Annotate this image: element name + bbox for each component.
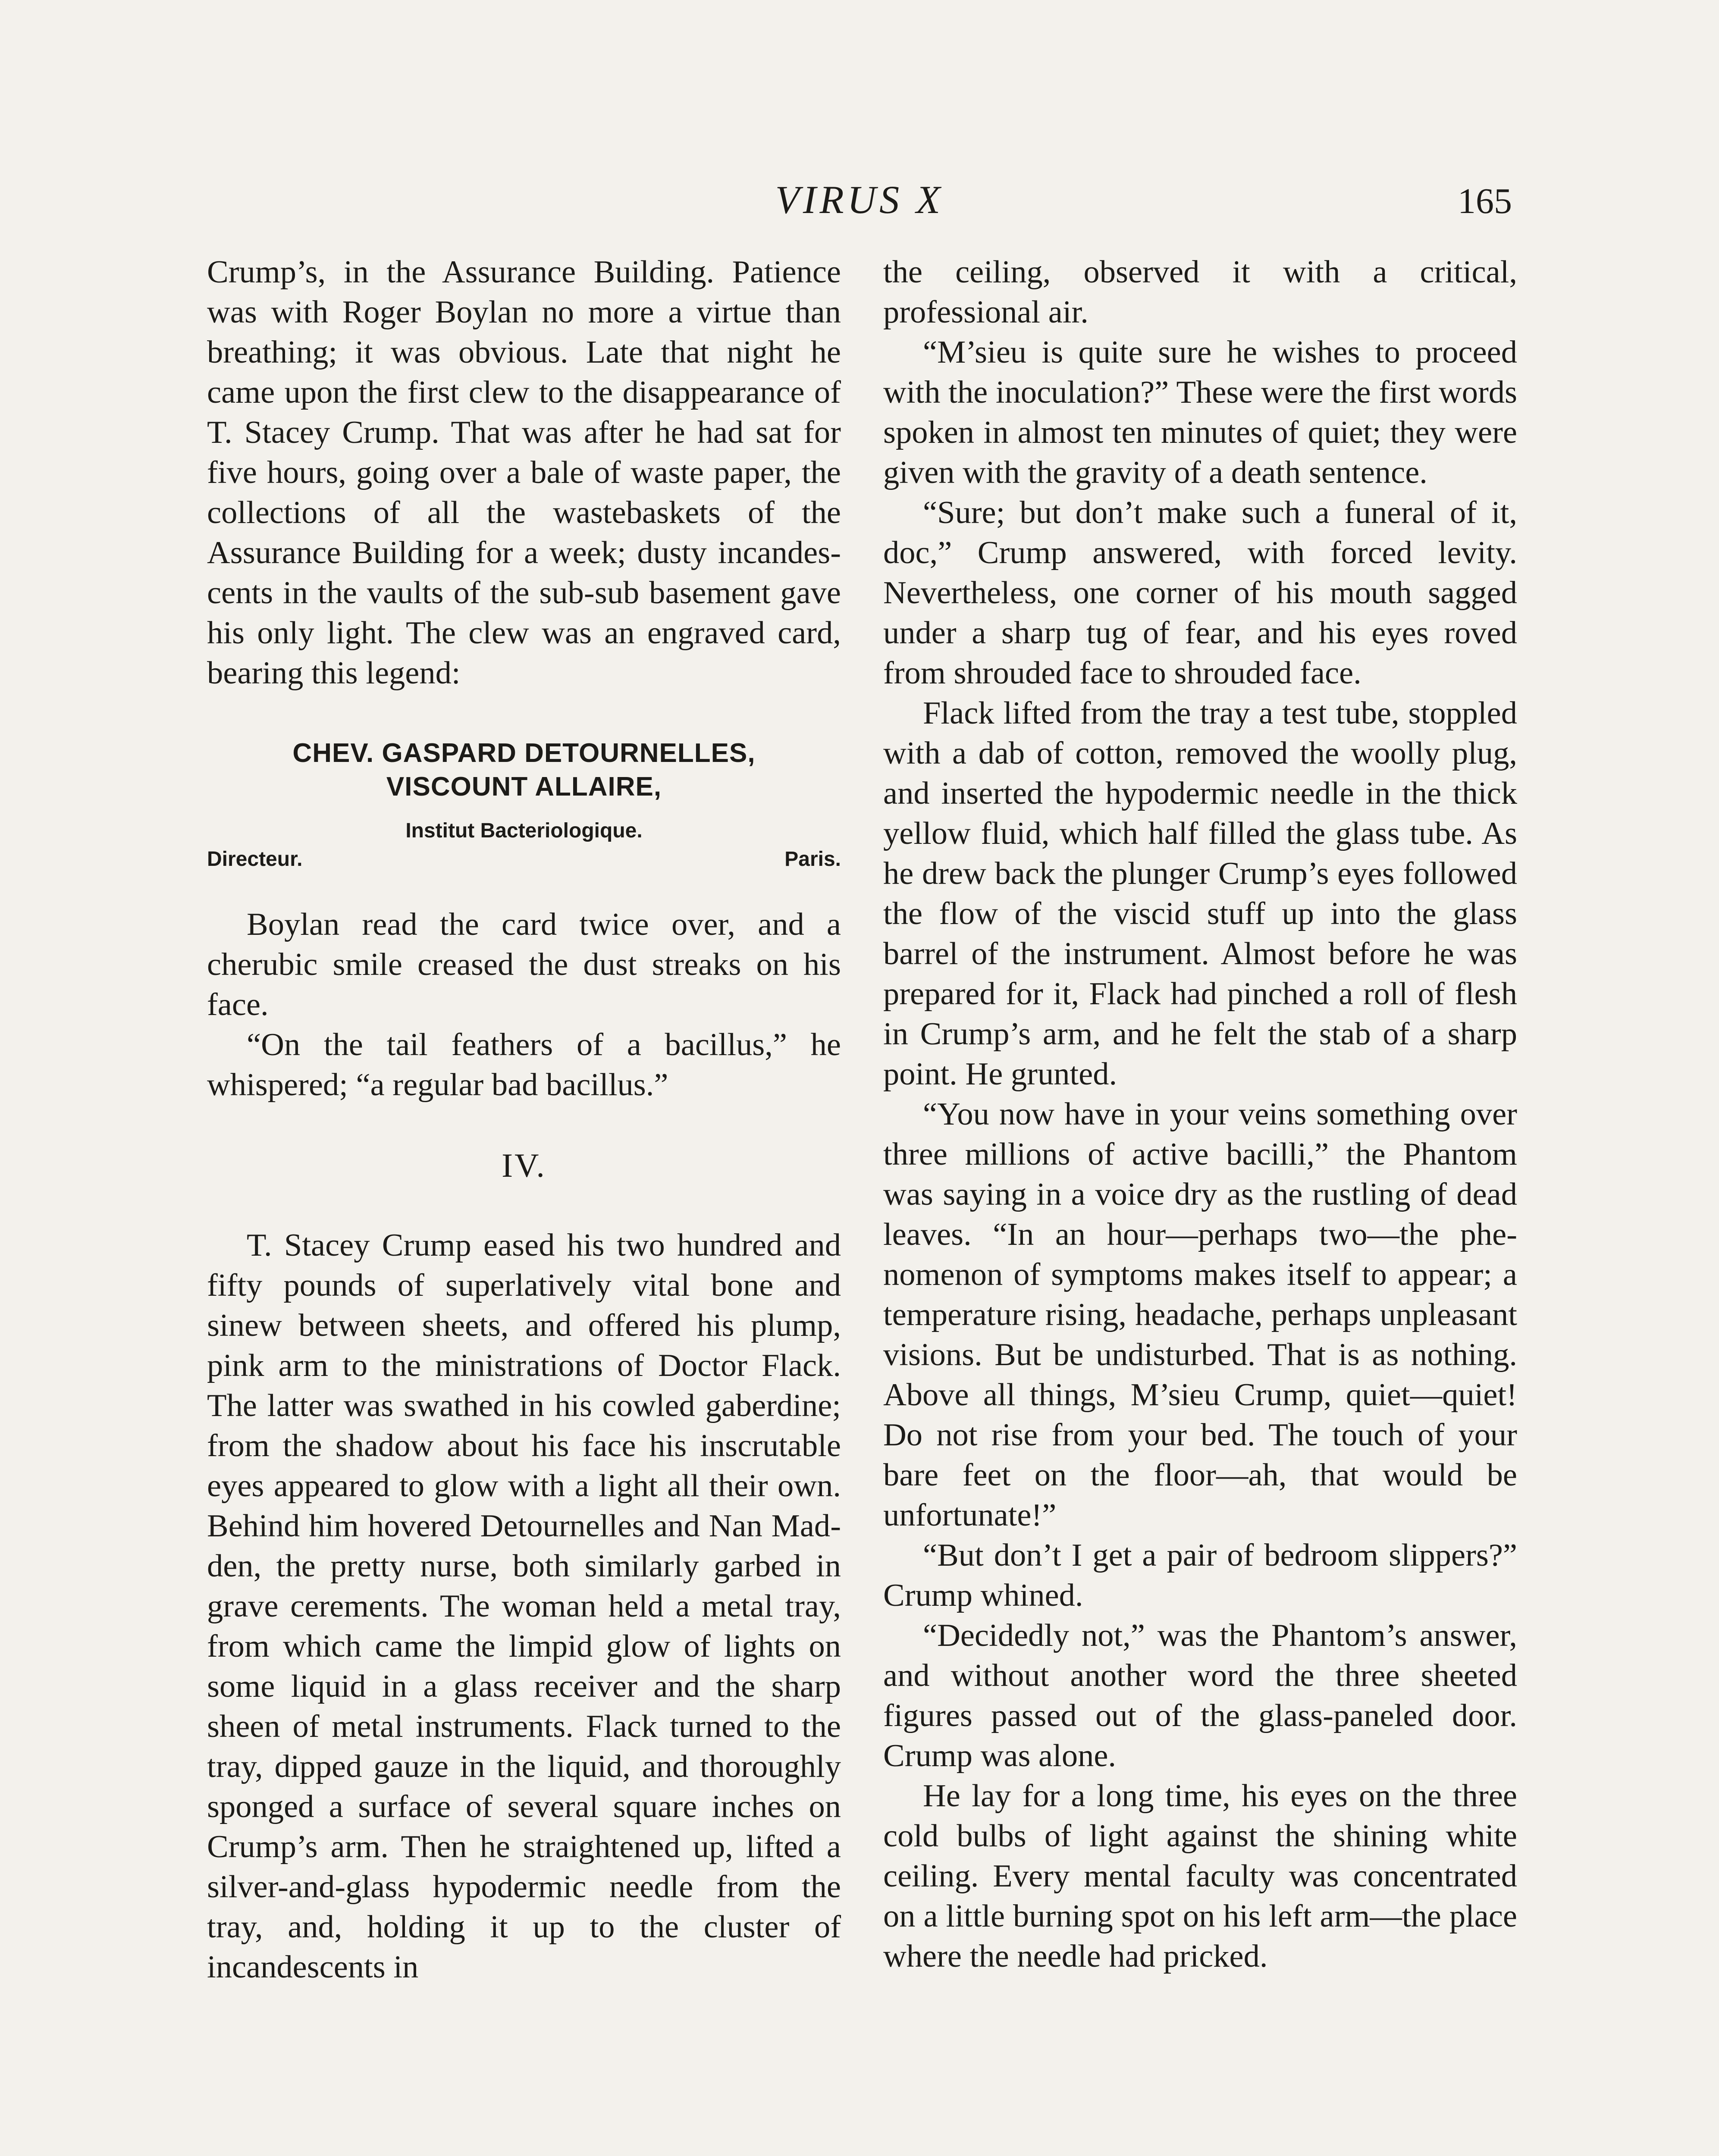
right-column — [883, 252, 1517, 1977]
engraved-card — [207, 736, 841, 873]
paragraph: “But don’t I get a pair of bedroom slippers?” Crump whined. — [883, 1538, 1517, 1613]
paragraph: Crump’s, in the Assurance Building. Patience was with Roger Boylan no more a virtue than breathing; it was obvious. Late that night he came upon the first clew to the disappearance of T. Stacey Crump. That was after he had sat for five hours, going over a bale of waste paper, the collections of all the wastebaskets of the Assurance Building for a week; dusty incandescents in the vaults of the sub-sub basement gave his only light. The clew was an engraved card, bearing this legend: — [207, 254, 841, 691]
paragraph: “Decidedly not,” was the Phantom’s answer, and without another word the three sheeted figures passed out of the glass-paneled door. Crump was alone. — [883, 1618, 1517, 1774]
running-title: VIRUS X — [775, 178, 944, 222]
card-name-line: VISCOUNT ALLAIRE, — [386, 772, 662, 802]
paragraph: “Sure; but don’t make such a funeral of it, doc,” Crump answered, with forced levity. Nevertheless, one corner of his mouth sagged under a sharp tug of fear, and his eyes roved from shrouded face to shrouded face. — [883, 495, 1517, 691]
card-title: Directeur. — [207, 848, 303, 871]
paragraph: T. Stacey Crump eased his two hundred and fifty pounds of superlatively vital bone and sinew between sheets, and offered his plump, pink arm to the ministrations of Doctor Flack. The latter was swathed in his cowled gaberdine; from the shadow about his face his inscrutable eyes appeared to glow with a light all their own. Behind him hovered Detournelles and Nan Madden, the pretty nurse, both similarly garbed in grave cerements. The woman held a metal tray, from which came the limpid glow of lights on some liquid in a glass receiver and the sharp sheen of metal instruments. Flack turned to the tray, dipped gauze in the liquid, and thoroughly sponged a surface of several square inches on Crump’s arm. Then he straightened up, lifted a silver-and-glass hypodermic needle from the tray, and, holding it up to the cluster of incandescents in — [207, 1228, 841, 1985]
page-number: 165 — [1458, 181, 1512, 221]
paragraph: He lay for a long time, his eyes on the three cold bulbs of light against the shining white ceiling. Every mental faculty was concentrated on a little burning spot on his left arm—the place where the needle had pricked. — [883, 1778, 1517, 1974]
paragraph: “M’sieu is quite sure he wishes to proceed with the inoculation?” These were the first words spoken in almost ten minutes of quiet; they were given with the gravity of a death sentence. — [883, 335, 1517, 490]
card-institute: Institut Bacteriologique. — [405, 819, 643, 842]
section-heading: IV. — [502, 1147, 546, 1184]
paragraph: Boylan read the card twice over, and a cherubic smile creased the dust streaks on his face. — [207, 907, 841, 1022]
running-head — [0, 177, 1719, 229]
paragraph: Flack lifted from the tray a test tube, stoppled with a dab of cotton, removed the woolly plug, and inserted the hypodermic needle in the thick yellow fluid, which half filled the glass tube. As he drew back the plunger Crump’s eyes followed the flow of the viscid stuff up into the glass barrel of the instrument. Almost before he was prepared for it, Flack had pinched a roll of flesh in Crump’s arm, and he felt the stab of a sharp point. He grunted. — [883, 696, 1517, 1092]
paragraph: “On the tail feathers of a bacillus,” he whispered; “a regular bad bacillus.” — [207, 1027, 841, 1103]
card-footer — [207, 846, 841, 873]
paragraph: “You now have in your veins something over three millions of active bacilli,” the Phantom was saying in a voice dry as the rustling of dead leaves. “In an hour—perhaps two—the phenomenon of symptoms makes itself to appear; a temperature rising, headache, perhaps unpleasant visions. But be undisturbed. That is as nothing. Above all things, M’sieu Crump, quiet—quiet! Do not rise from your bed. The touch of your bare feet on the floor—ah, that would be unfortunate!” — [883, 1097, 1517, 1533]
card-city: Paris. — [784, 848, 841, 871]
paragraph: the ceiling, observed it with a critical, professional air. — [883, 254, 1517, 330]
left-column — [207, 252, 841, 1987]
card-name-line: CHEV. GASPARD DETOURNELLES, — [292, 738, 756, 768]
